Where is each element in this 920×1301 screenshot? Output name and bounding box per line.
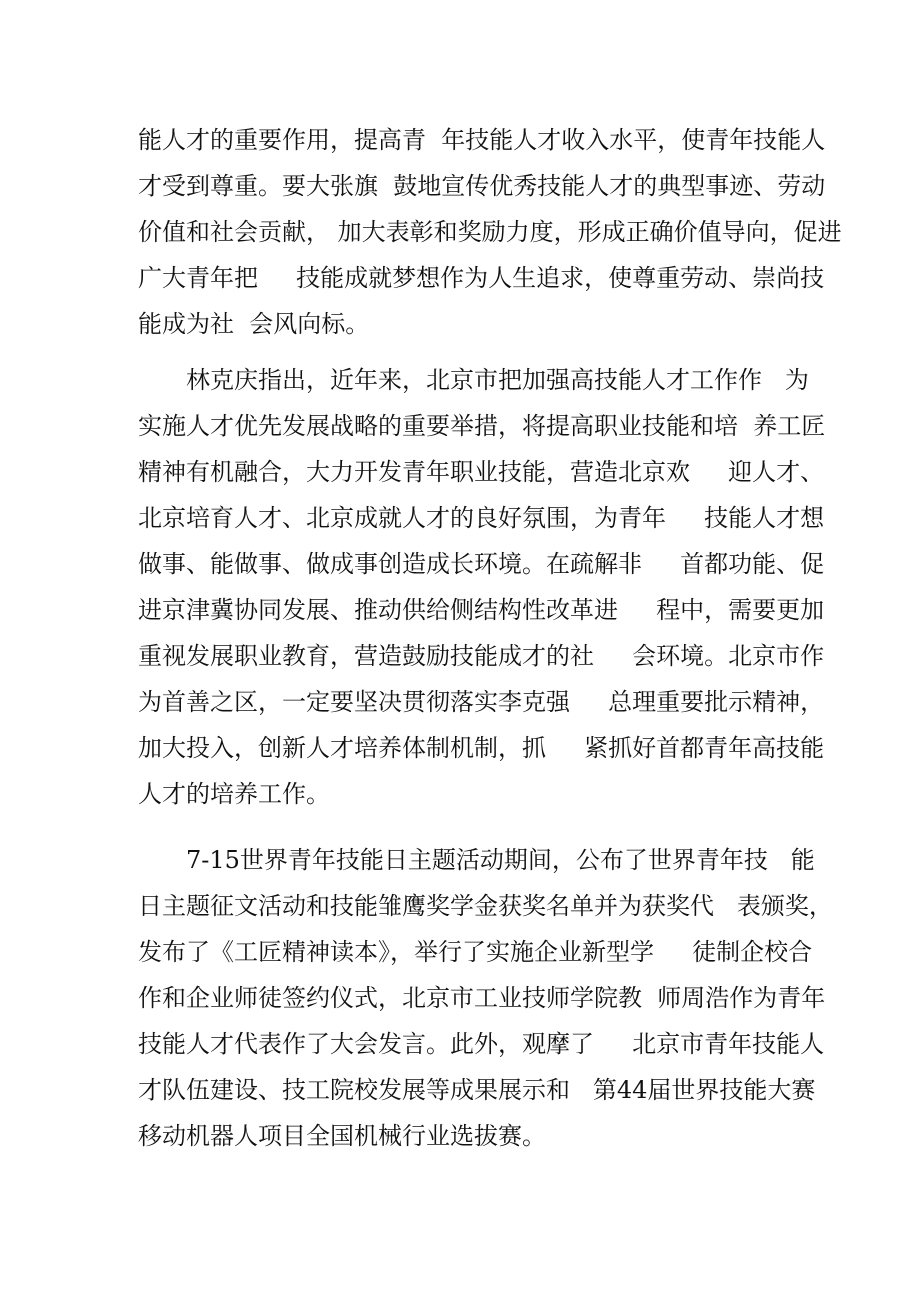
paragraph-line: 7-15世界青年技能日主题活动期间，公布了世界青年技 能 [186,846,815,874]
paragraph-line: 能人才的重要作用，提高青 年技能人才收入水平，使青年技能人 [138,126,826,154]
paragraph-line: 移动机器人项目全国机械行业选拔赛。 [138,1122,546,1150]
paragraph-line: 加大投入，创新人才培养体制机制，抓 紧抓好首都青年高技能 [138,734,825,762]
paragraph-line: 才队伍建设、技工院校发展等成果展示和 第44届世界技能大赛 [138,1076,816,1104]
paragraph-line: 重视发展职业教育，营造鼓励技能成才的社 会环境。北京市作 [138,642,825,670]
paragraph-line: 为首善之区，一定要坚决贯彻落实李克强 总理重要批示精神， [138,688,825,716]
paragraph-line: 人才的培养工作。 [138,780,330,808]
paragraph-line: 做事、能做事、做成事创造成长环境。在疏解非 首都功能、促 [138,550,825,578]
paragraph-line: 北京培育人才、北京成就人才的良好氛围，为青年 技能人才想 [138,504,825,532]
paragraph-line: 精神有机融合，大力开发青年职业技能，营造北京欢 迎人才、 [138,458,825,486]
paragraph-line: 作和企业师徒签约仪式，北京市工业技师学院教 师周浩作为青年 [138,984,826,1012]
paragraph-line: 林克庆指出，近年来，北京市把加强高技能人才工作作 为 [186,366,809,394]
paragraph-line: 实施人才优先发展战略的重要举措，将提高职业技能和培 养工匠 [138,412,826,440]
paragraph-line: 发布了《工匠精神读本》，举行了实施企业新型学 徒制企校合 [138,938,813,966]
paragraph-line: 能成为社 会风向标。 [138,310,370,338]
paragraph-line: 日主题征文活动和技能雏鹰奖学金获奖名单并为获奖代 表颁奖， [138,892,833,920]
paragraph-line: 进京津冀协同发展、推动供给侧结构性改革进 程中，需要更加 [138,596,825,624]
paragraph-line: 价值和社会贡献， 加大表彰和奖励力度，形成正确价值导向，促进 [138,218,842,246]
paragraph-line: 才受到尊重。要大张旗 鼓地宣传优秀技能人才的典型事迹、劳动 [138,172,826,200]
paragraph-line: 技能人才代表作了大会发言。此外，观摩了 北京市青年技能人 [138,1030,825,1058]
paragraph-line: 广大青年把 技能成就梦想作为人生追求，使尊重劳动、崇尚技 [138,264,825,292]
